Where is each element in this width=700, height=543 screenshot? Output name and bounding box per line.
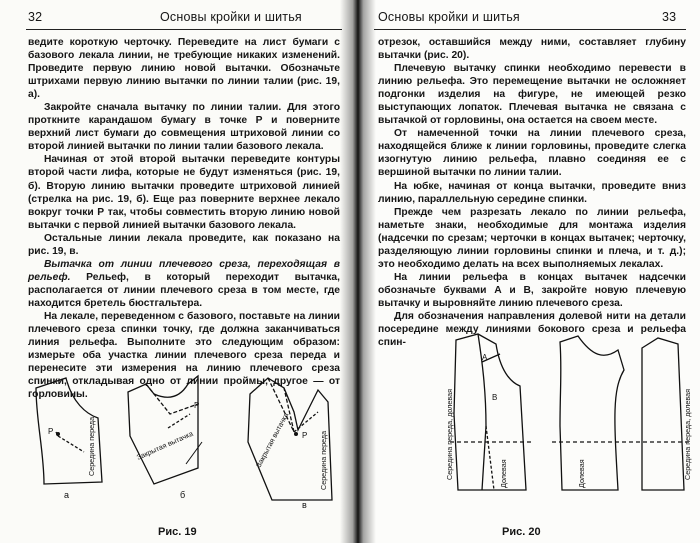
point-p-c xyxy=(294,432,298,436)
running-head-left: Основы кройки и шитья xyxy=(160,10,302,24)
figure-20 xyxy=(442,330,694,522)
closed-dart-label-c: Закрытая вытачка xyxy=(253,411,291,469)
head-rule-right xyxy=(374,29,686,30)
front-center-label-a: Середина переда xyxy=(87,416,96,476)
right-paragraph-2: Плечевую вытачку спинки необходимо перевести в линию рельефа. Это перемещение вытачки не осложняет подгонки изделия на фигуре, не имеющей резко выступающих лопаток. Плечевая вытачка не связана с вытачкой от горловины, она остается на своем месте. xyxy=(378,63,686,127)
point-p-label-a: Р xyxy=(48,427,54,436)
right-paragraph-4: На юбке, начиная от конца вытачки, проведите вниз линию, параллельную середине спинки. xyxy=(378,180,686,205)
figure-19 xyxy=(22,372,340,522)
figure-20-back-pattern xyxy=(450,334,534,490)
left-paragraph-3: Начиная от этой второй вытачки переведите контуры второй части лифа, которые не будут изменяться (рис. 19, б). Вторую линию вытачки проведите штриховой линией (стрелка на рис. 19, б). Еще раз поверните верхнее лекало вокруг точки Р так, чтобы совместить вторую линию новой вытачки с первой линией вытачки базового лекала. xyxy=(28,154,340,231)
point-p-label-b: Р xyxy=(194,401,200,410)
page-number-left: 32 xyxy=(28,10,43,24)
point-p-label-c: Р xyxy=(302,431,308,440)
figure-20-side-pattern xyxy=(552,336,692,490)
emphasis-heading: Вытачка от линии плечевого среза, переходящая в рельеф. xyxy=(28,258,340,283)
head-rule-left xyxy=(26,29,342,30)
sublabel-a: а xyxy=(64,490,70,500)
right-body-text xyxy=(378,36,686,349)
book-spine xyxy=(340,0,376,543)
right-paragraph-1: отрезок, оставшийся между ними, составляет глубину вытачки (рис. 20). xyxy=(378,37,686,62)
right-paragraph-3: От намеченной точки на линии плечевого среза, находящейся ближе к линии горловины, проведите слегка изогнутую линию рельефа, плавно соединяя ее с вершиной вытачки по линии талии. xyxy=(378,128,686,179)
point-p-a xyxy=(56,432,60,436)
right-paragraph-7: Для обозначения направления долевой нити на детали посередине между линиями бокового среза и рельефа спин- xyxy=(378,310,686,349)
left-paragraph-4: Остальные линии лекала проведите, как показано на рис. 19, в. xyxy=(28,232,340,257)
sublabel-c: в xyxy=(302,500,307,510)
page-number-right: 33 xyxy=(662,10,677,24)
figure-19-caption: Рис. 19 xyxy=(158,526,197,538)
point-b-label: В xyxy=(492,393,498,402)
figure-20-caption: Рис. 20 xyxy=(502,526,541,538)
closed-dart-label-b: Закрытая вытачка xyxy=(135,428,195,462)
left-paragraph-5 xyxy=(28,258,340,310)
sublabel-b: б xyxy=(180,490,186,500)
running-head-right: Основы кройки и шитья xyxy=(378,10,520,24)
right-paragraph-6: На линии рельефа в концах вытачек надсечки обозначьте буквами А и В, закройте новую плечевую вытачку и выровняйте линию плечевого среза. xyxy=(378,271,686,309)
point-a-label: А xyxy=(482,353,488,362)
grain-label-1: Долевая xyxy=(499,459,508,488)
left-paragraph-6: На лекале, переведенном с базового, поставьте на линии плечевого среза спинки точку, где должна заканчиваться линия рельефа. Выполните это следующим образом: измерьте оба участка линии плечевого среза переда и перенесите эти измерения на линию плечевого среза спинки, откладывая одно от линии проймы, другое — от горловины. xyxy=(28,310,340,401)
left-body-text xyxy=(28,36,340,401)
left-paragraph-2: Закройте сначала вытачку по линии талии. Для этого проткните карандашом бумагу в точке Р и поверните верхний лист бумаги до совмещения штриховой линии со второй линией вытачки по линии талии базового лекала. xyxy=(28,102,340,153)
right-paragraph-5: Прежде чем разрезать лекало по линии рельефа, наметьте знаки, необходимые для монтажа изделия (надсечки по срезам; черточки в концах вытачек; черточку, разделяющую линии горловины спинки и плеча, и т. д.); это необходимо делать на всех выполняемых лекалах. xyxy=(378,206,686,270)
back-center-label-1: Середина переда, долевая xyxy=(445,389,454,480)
back-center-label-2: Середина переда, долевая xyxy=(683,389,692,480)
front-center-label-c: Середина переда xyxy=(319,430,328,490)
left-paragraph-1: ведите короткую черточку. Переведите на лист бумаги с базового лекала линии, не требующие никаких изменений. Проведите первую линию новой вытачки. Обозначьте штрихами первую линию вытачки по линии талии (рис. 19, а). xyxy=(28,37,340,101)
grain-label-2: Долевая xyxy=(577,459,586,488)
emphasis-body: Рельеф, в который переходит вытачка, располагается от линии плечевого среза в том месте, где находится бретель бюстгальтера. xyxy=(28,271,340,309)
right-page xyxy=(352,0,700,543)
